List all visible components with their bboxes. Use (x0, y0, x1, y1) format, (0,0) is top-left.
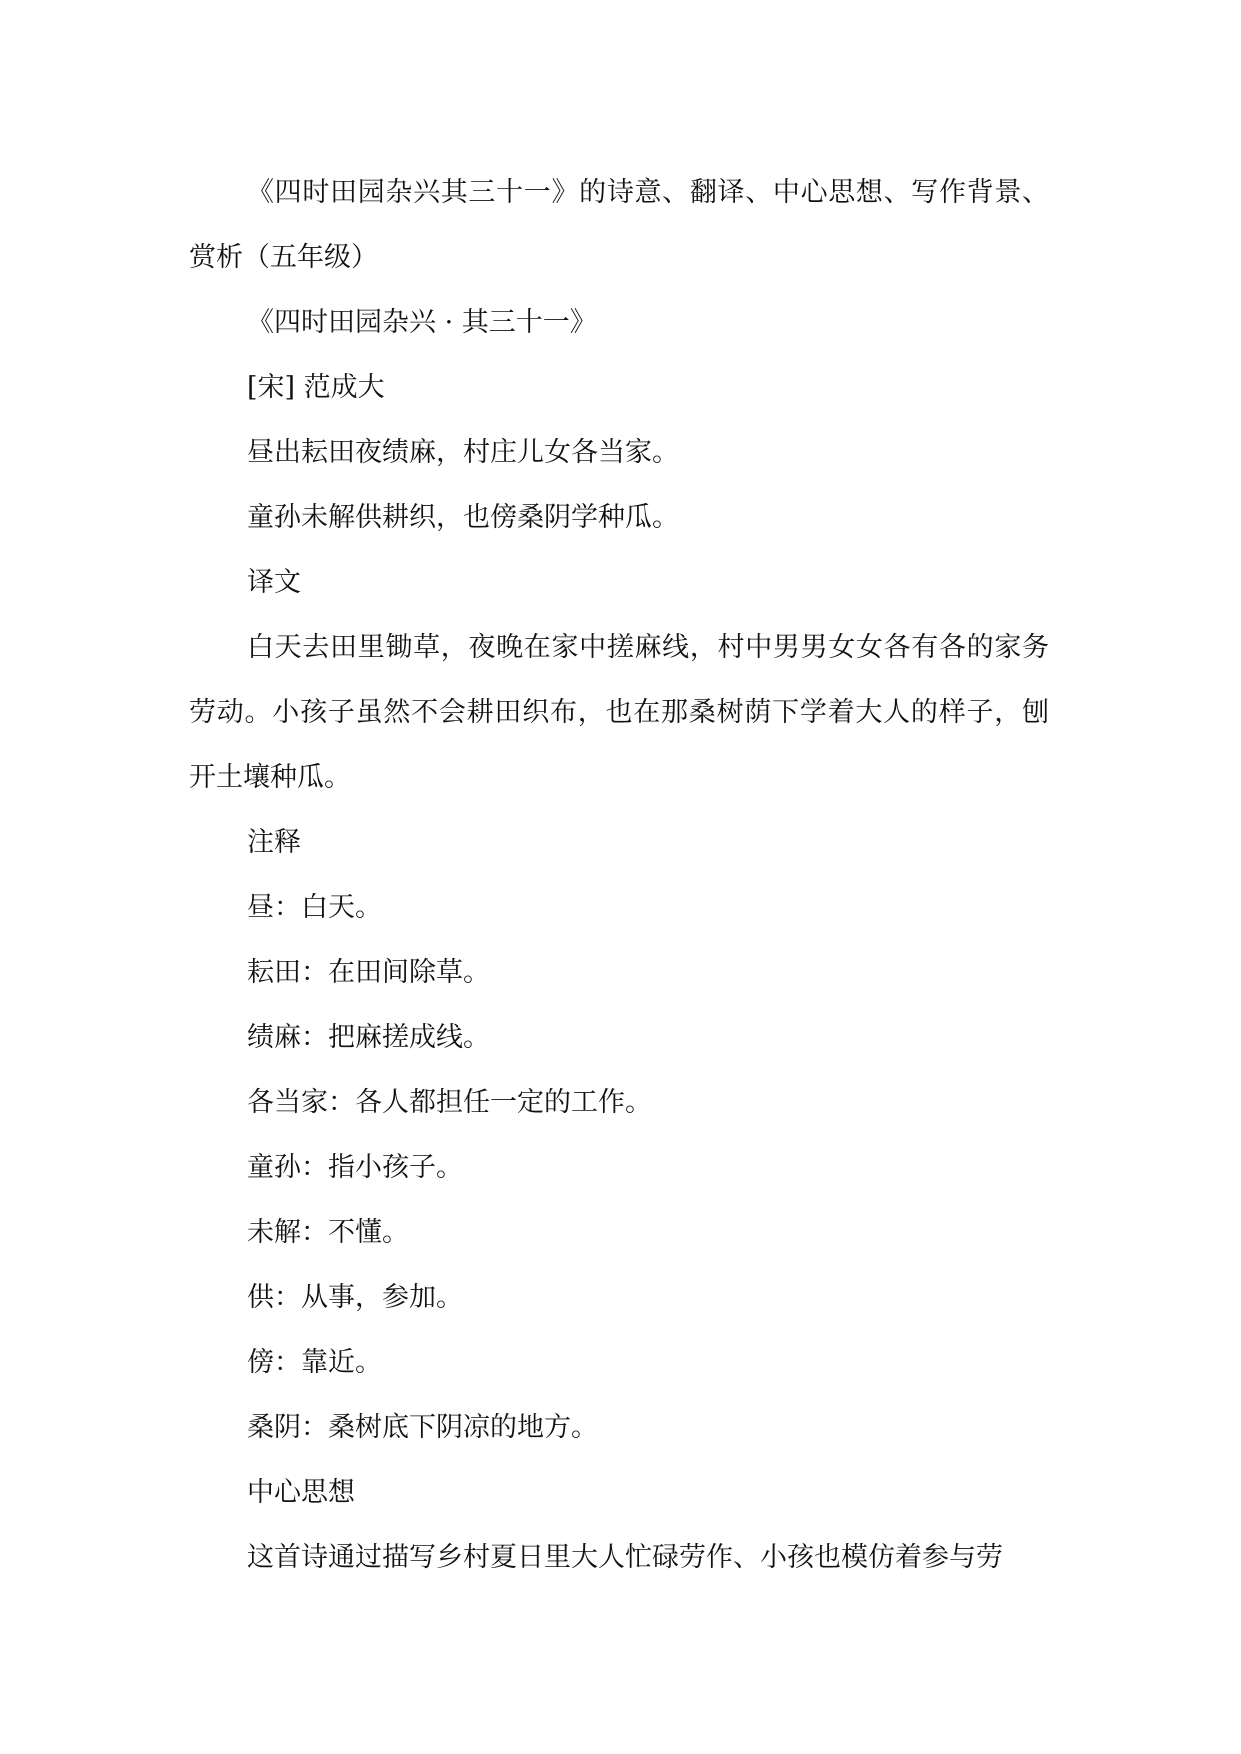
note-item: 傍：靠近。 (247, 1347, 382, 1378)
document-body (189, 160, 1049, 1590)
note-item: 童孙：指小孩子。 (247, 1152, 463, 1183)
central-idea-text: 这首诗通过描写乡村夏日里大人忙碌劳作、小孩也模仿着参与劳 (247, 1542, 1003, 1573)
central-idea-heading: 中心思想 (247, 1477, 355, 1508)
poem-title: 《四时田园杂兴 · 其三十一》 (247, 307, 597, 338)
translation-text: 白天去田里锄草，夜晚在家中搓麻线，村中男男女女各有各的家务劳动。小孩子虽然不会耕田织布，也在那桑树荫下学着大人的样子，刨开土壤种瓜。 (189, 632, 1049, 793)
notes-heading: 注释 (247, 827, 301, 858)
note-item: 桑阴：桑树底下阴凉的地方。 (247, 1412, 598, 1443)
note-item: 绩麻：把麻搓成线。 (247, 1022, 490, 1053)
note-item: 耘田：在田间除草。 (247, 957, 490, 988)
poem-line-1: 昼出耘田夜绩麻，村庄儿女各当家。 (247, 437, 679, 468)
translation-heading: 译文 (247, 567, 301, 598)
poem-author: [宋] 范成大 (247, 372, 385, 403)
note-item: 昼：白天。 (247, 892, 382, 923)
document-title: 《四时田园杂兴其三十一》的诗意、翻译、中心思想、写作背景、赏析（五年级） (189, 177, 1049, 273)
poem-line-2: 童孙未解供耕织，也傍桑阴学种瓜。 (247, 502, 679, 533)
note-item: 供：从事，参加。 (247, 1282, 463, 1313)
note-item: 各当家：各人都担任一定的工作。 (247, 1087, 652, 1118)
note-item: 未解：不懂。 (247, 1217, 409, 1248)
